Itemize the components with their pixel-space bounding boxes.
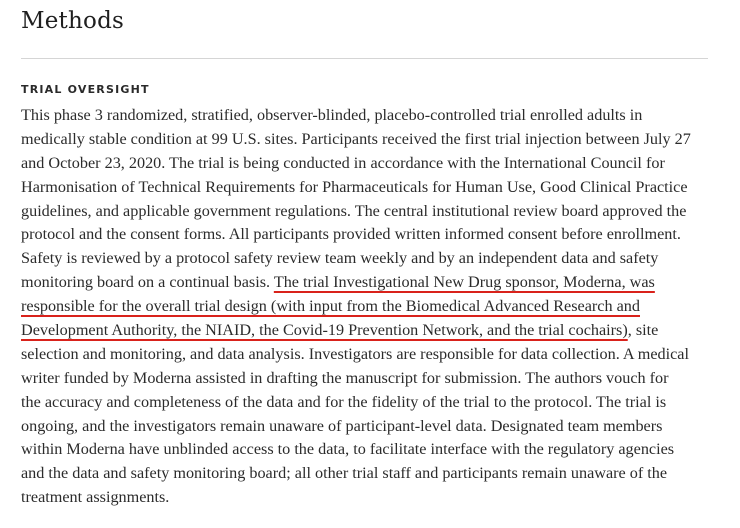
line-text: This phase 3 randomized, stratified, observer-blinded, placebo-controlled trial enrolled adults in <box>21 106 643 124</box>
paragraph-line <box>21 223 721 247</box>
highlighted-text: responsible for the overall trial design (with input from the Biomedical Advanced Research and <box>21 297 640 316</box>
paragraph-line <box>21 391 721 415</box>
line-text: within Moderna have unblinded access to the data, to facilitate interface with the regulatory agencies <box>21 440 675 459</box>
line-text: the accuracy and completeness of the data and for the fidelity of the trial to the protocol. The trial is <box>21 392 667 411</box>
line-text: and October 23, 2020. The trial is being conducted in accordance with the International Council for <box>21 153 665 172</box>
line-text: and the data and safety monitoring board; all other trial staff and participants remain unaware of the <box>21 464 668 483</box>
paragraph-line <box>21 247 721 271</box>
paragraph-line <box>21 271 721 295</box>
line-text: guidelines, and applicable government regulations. The central institutional review board approved the <box>21 201 687 220</box>
line-text: selection and monitoring, and data analysis. Investigators are responsible for data collection. A medical <box>21 344 689 363</box>
line-text-after: , site <box>627 321 659 340</box>
paragraph-line <box>21 343 721 367</box>
paragraph-line <box>21 486 721 510</box>
methods-paragraph <box>21 104 721 510</box>
paragraph-line <box>21 367 721 391</box>
paragraph-line <box>21 200 721 224</box>
heading-divider <box>21 58 708 59</box>
paragraph-line <box>21 295 721 319</box>
highlighted-text: The trial Investigational New Drug sponsor, Moderna, was <box>273 273 655 292</box>
line-text: monitoring board on a continual basis. <box>21 273 274 292</box>
line-text: treatment assignments. <box>21 488 170 507</box>
paragraph-line <box>21 176 721 200</box>
paragraph-line <box>21 104 721 128</box>
highlighted-text: Development Authority, the NIAID, the Covid-19 Prevention Network, and the trial cochairs) <box>21 321 628 340</box>
paragraph-line <box>21 319 721 343</box>
subsection-label: TRIAL OVERSIGHT <box>21 83 150 96</box>
paragraph-line <box>21 462 721 486</box>
line-text: medically stable condition at 99 U.S. sites. Participants received the first trial injection between July 27 <box>21 129 691 148</box>
line-text: ongoing, and the investigators remain unaware of participant-level data. Designated team members <box>21 416 663 435</box>
paragraph-line <box>21 152 721 176</box>
section-heading: Methods <box>21 8 124 34</box>
line-text: writer funded by Moderna assisted in drafting the manuscript for submission. The authors vouch for <box>21 368 669 387</box>
line-text: protocol and the consent forms. All participants provided written informed consent before enrollment. <box>21 225 681 244</box>
paragraph-line <box>21 415 721 439</box>
line-text: Harmonisation of Technical Requirements for Pharmaceuticals for Human Use, Good Clinical Practice <box>21 177 688 196</box>
line-text: Safety is reviewed by a protocol safety review team weekly and by an independent data and safety <box>21 249 659 268</box>
paragraph-line <box>21 128 721 152</box>
paragraph-line <box>21 438 721 462</box>
